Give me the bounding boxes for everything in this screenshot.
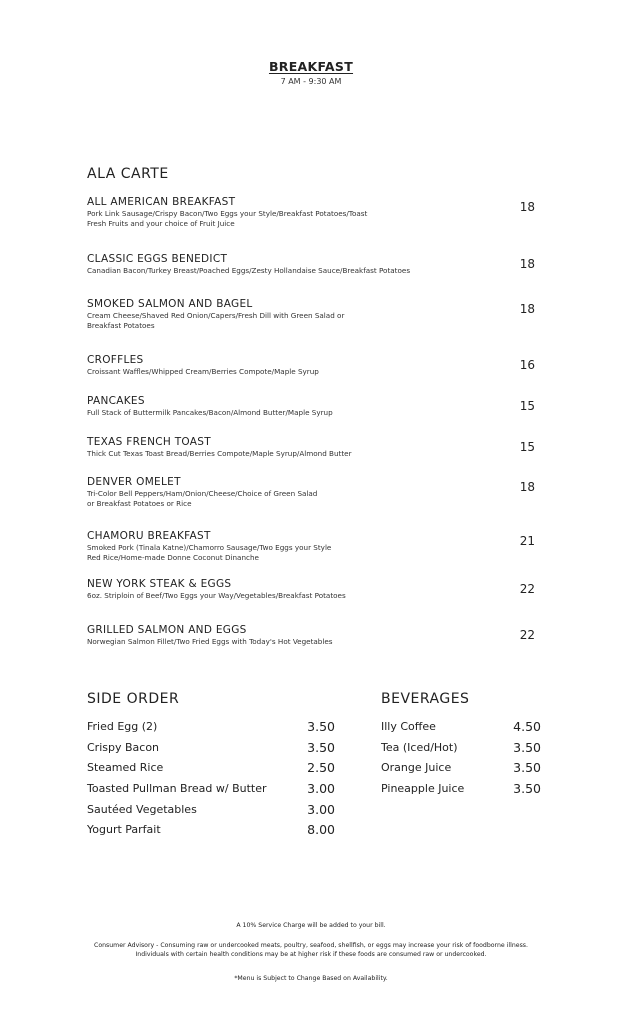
menu-item-description-line: Fresh Fruits and your choice of Fruit Juice [87, 218, 235, 228]
beverage-item-name: Pineapple Juice [381, 782, 465, 796]
menu-item [87, 354, 539, 377]
menu-item-name: CLASSIC EGGS BENEDICT [87, 253, 228, 265]
side-order-item-price: 3.00 [307, 781, 335, 797]
menu-item-price: 15 [519, 440, 535, 454]
menu-item-description [87, 311, 447, 330]
menu-item [87, 476, 539, 508]
menu-item [87, 578, 539, 601]
side-order-item [87, 801, 335, 822]
menu-item-name: DENVER OMELET [87, 476, 181, 488]
menu-item [87, 624, 539, 647]
page-title: BREAKFAST [268, 59, 354, 74]
beverages-section-title: BEVERAGES [381, 691, 470, 707]
beverages-list [381, 718, 541, 801]
menu-item-price: 22 [519, 582, 535, 596]
side-order-item [87, 739, 335, 760]
menu-item-name: SMOKED SALMON AND BAGEL [87, 298, 253, 310]
menu-item [87, 196, 539, 228]
menu-item-name: NEW YORK STEAK & EGGS [87, 578, 232, 590]
menu-item-name: CHAMORU BREAKFAST [87, 530, 211, 542]
side-order-item [87, 780, 335, 801]
side-order-item-price: 8.00 [307, 822, 335, 838]
menu-item-description [87, 543, 447, 562]
menu-item-description-line: Breakfast Potatoes [87, 320, 155, 330]
menu-header [0, 59, 622, 86]
side-order-item-name: Steamed Rice [87, 761, 164, 775]
beverage-item-name: Orange Juice [381, 761, 452, 775]
beverage-item-price: 3.50 [513, 739, 541, 755]
side-order-item-name: Fried Egg (2) [87, 720, 158, 733]
side-order-item-price: 3.00 [307, 801, 335, 817]
beverage-item [381, 780, 541, 801]
menu-item-price: 22 [519, 628, 535, 642]
menu-item-price: 18 [519, 480, 535, 494]
side-order-item [87, 821, 335, 842]
menu-item-name: PANCAKES [87, 395, 145, 407]
menu-item-description [87, 209, 447, 228]
side-order-item-price: 3.50 [307, 739, 335, 755]
side-order-item-name: Sautéed Vegetables [87, 802, 197, 816]
consumer-advisory-line: Individuals with certain health conditions may be at higher risk if these foods are consumed raw or undercooked. [135, 951, 487, 958]
side-order-item [87, 759, 335, 780]
menu-item [87, 395, 539, 418]
beverage-item-price: 4.50 [513, 719, 541, 734]
menu-item-description-line: Tri-Color Bell Peppers/Ham/Onion/Cheese/Choice of Green Salad [87, 489, 318, 498]
menu-item-description: Thick Cut Texas Toast Bread/Berries Compote/Maple Syrup/Almond Butter [87, 449, 352, 458]
menu-item-description-line: or Breakfast Potatoes or Rice [87, 498, 192, 508]
menu-item-name: TEXAS FRENCH TOAST [87, 436, 211, 448]
menu-item-name: GRILLED SALMON AND EGGS [87, 624, 247, 636]
side-order-list [87, 718, 335, 842]
menu-item-price: 18 [519, 200, 535, 214]
beverage-item [381, 718, 541, 739]
menu-item-price: 16 [519, 358, 535, 372]
beverage-item-price: 3.50 [513, 781, 541, 797]
beverage-item [381, 739, 541, 760]
consumer-advisory [0, 941, 622, 959]
menu-item-price: 15 [519, 399, 535, 413]
menu-item-description: Croissant Waffles/Whipped Cream/Berries Compote/Maple Syrup [87, 367, 319, 376]
menu-item-description: Canadian Bacon/Turkey Breast/Poached Eggs/Zesty Hollandaise Sauce/Breakfast Potatoes [87, 266, 411, 275]
menu-item-description-line: Smoked Pork (Tinala Katne)/Chamorro Sausage/Two Eggs your Style [87, 543, 332, 552]
menu-availability-note: *Menu is Subject to Change Based on Availability. [234, 975, 388, 982]
menu-item-description-line: Red Rice/Home-made Donne Coconut Dinanche [87, 552, 259, 562]
menu-item-description-line: Cream Cheese/Shaved Red Onion/Capers/Fresh Dill with Green Salad or [87, 311, 345, 320]
menu-item [87, 436, 539, 459]
menu-item-description [87, 489, 447, 508]
menu-item-description: 6oz. Striploin of Beef/Two Eggs your Way/Vegetables/Breakfast Potatoes [87, 591, 346, 600]
menu-item-description: Norwegian Salmon Fillet/Two Fried Eggs with Today's Hot Vegetables [87, 637, 333, 646]
beverage-item-price: 3.50 [513, 760, 541, 776]
menu-item [87, 298, 539, 330]
side-order-section-title: SIDE ORDER [87, 691, 180, 707]
beverage-item-name: Tea (Iced/Hot) [381, 740, 458, 754]
consumer-advisory-line: Consumer Advisory - Consuming raw or undercooked meats, poultry, seafood, shellfish, or eggs may increase your risk of foodborne illness. [94, 942, 528, 949]
side-order-item-price: 2.50 [307, 760, 335, 776]
menu-item-name: CROFFLES [87, 354, 144, 366]
alacarte-section-title: ALA CARTE [87, 166, 169, 182]
side-order-item-name: Toasted Pullman Bread w/ Butter [87, 782, 267, 796]
beverage-item-name: Illy Coffee [381, 720, 436, 733]
menu-item-name: ALL AMERICAN BREAKFAST [87, 196, 236, 208]
menu-item-description: Full Stack of Buttermilk Pancakes/Bacon/Almond Butter/Maple Syrup [87, 408, 333, 417]
beverage-item [381, 759, 541, 780]
menu-item-price: 18 [519, 257, 535, 271]
menu-item [87, 253, 539, 276]
service-charge-note: A 10% Service Charge will be added to your bill. [236, 922, 386, 929]
side-order-item-price: 3.50 [307, 719, 335, 734]
service-hours: 7 AM - 9:30 AM [280, 77, 342, 86]
side-order-item [87, 718, 335, 739]
menu-item-description-line: Pork Link Sausage/Crispy Bacon/Two Eggs your Style/Breakfast Potatoes/Toast [87, 209, 368, 218]
menu-item-price: 18 [519, 302, 535, 316]
side-order-item-name: Crispy Bacon [87, 740, 160, 754]
menu-item-price: 21 [519, 534, 535, 548]
menu-item [87, 530, 539, 562]
side-order-item-name: Yogurt Parfait [87, 823, 161, 837]
